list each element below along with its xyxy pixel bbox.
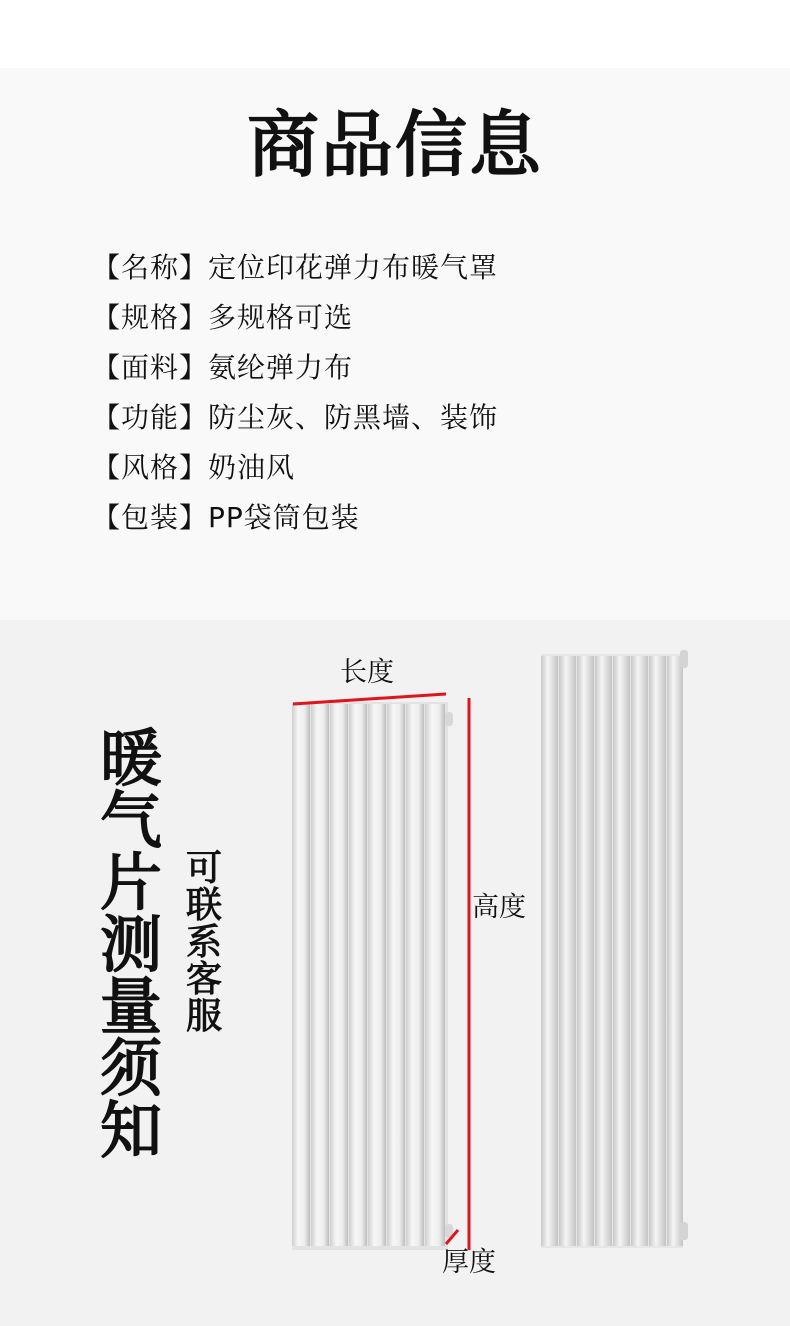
- info-row-package: [92, 498, 360, 538]
- info-row-spec: [92, 298, 353, 338]
- info-key: 【名称】: [92, 251, 209, 284]
- contact-service-note: 可联系客服: [185, 848, 222, 1037]
- info-value: PP袋筒包装: [208, 501, 360, 534]
- info-key: 【包装】: [92, 501, 209, 534]
- info-row-name: [92, 248, 498, 288]
- top-margin: [0, 0, 790, 68]
- radiator-front: [292, 702, 453, 1250]
- info-key: 【功能】: [92, 401, 209, 434]
- info-key: 【风格】: [92, 451, 209, 484]
- info-row-fabric: [92, 348, 353, 388]
- length-label: 长度: [340, 657, 394, 688]
- info-key: 【规格】: [92, 301, 209, 334]
- info-value: 奶油风: [208, 451, 296, 484]
- info-value: 多规格可选: [208, 301, 354, 334]
- depth-label: 厚度: [442, 1247, 496, 1278]
- info-value: 氨纶弹力布: [208, 351, 354, 384]
- info-key: 【面料】: [92, 351, 209, 384]
- radiator-side: [541, 650, 688, 1248]
- info-value: 防尘灰、防黑墙、装饰: [208, 401, 499, 434]
- info-value: 定位印花弹力布暖气罩: [208, 251, 499, 284]
- info-row-style: [92, 448, 295, 488]
- measurement-title: 暖气片测量须知: [99, 722, 162, 1167]
- section-title: 商品信息: [246, 103, 543, 187]
- info-row-function: [92, 398, 498, 438]
- height-label: 高度: [472, 892, 526, 923]
